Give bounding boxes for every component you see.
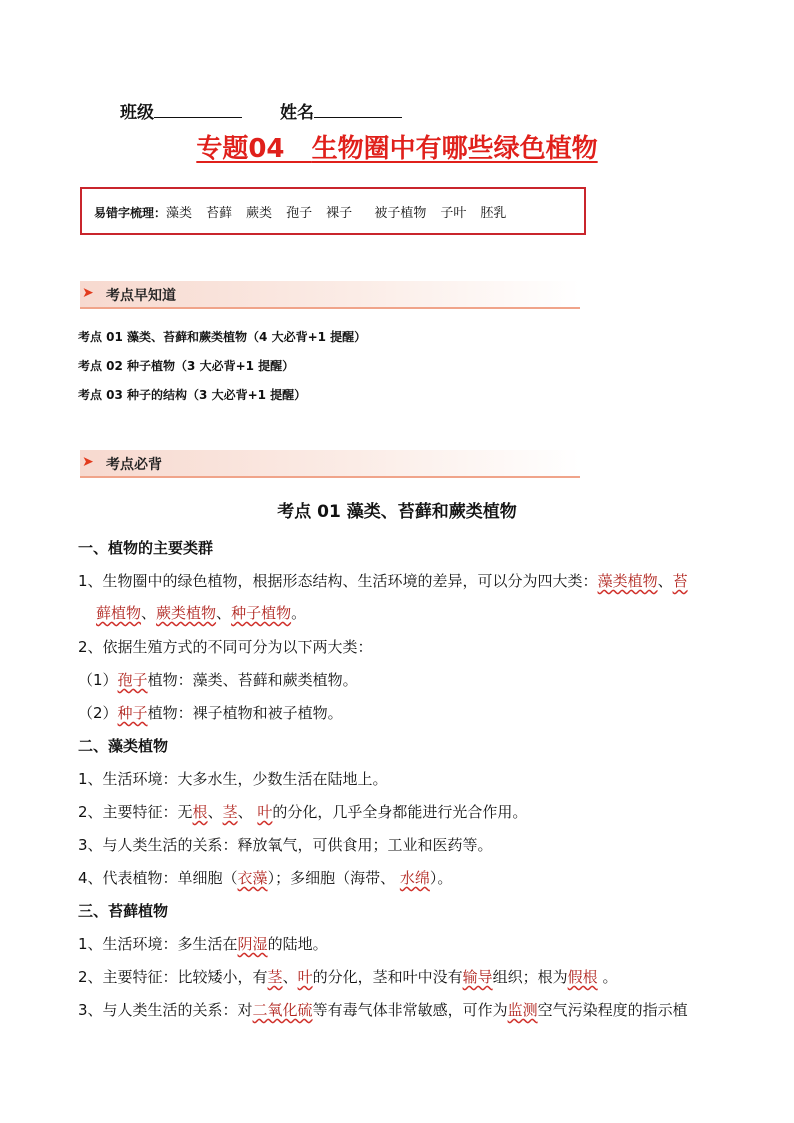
error-item: 孢子 (286, 206, 313, 221)
paragraph-line: （2）种子植物：裸子植物和被子植物。 (78, 704, 343, 722)
error-prone-box (80, 187, 586, 235)
paragraph-line: （1）孢子植物：藻类、苔藓和蕨类植物。 (78, 671, 358, 689)
title-main: 生物圈中有哪些绿色植物 (311, 134, 598, 164)
paragraph-line: 2、主要特征：比较矮小，有茎、叶的分化，茎和叶中没有输导组织；根为假根 。 (78, 968, 618, 986)
paragraph-line: 3、与人类生活的关系：对二氧化硫等有毒气体非常敏感，可作为监测空气污染程度的指示植 (78, 1001, 688, 1019)
paragraph-line: 藓植物、蕨类植物、种子植物。 (96, 604, 307, 622)
error-item: 蕨类 (246, 206, 273, 221)
subheading: 三、苔藓植物 (78, 902, 169, 920)
error-item: 苔藓 (206, 206, 233, 221)
name-label: 姓名 (280, 103, 314, 123)
paragraph-line: 3、与人类生活的关系：释放氧气，可供食用；工业和医药等。 (78, 836, 493, 854)
error-item: 胚乳 (480, 206, 507, 221)
subheading: 二、藻类植物 (78, 737, 169, 755)
title-prefix: 专题04 (196, 134, 285, 164)
paragraph-line: 1、生活环境：大多水生，少数生活在陆地上。 (78, 770, 388, 788)
paragraph-line: 4、代表植物：单细胞（衣藻）；多细胞（海带、 水绵）。 (78, 869, 453, 887)
overview-item: 考点 01 藻类、苔藓和蕨类植物（4 大必背+1 提醒） (78, 330, 367, 344)
class-name-line (120, 98, 402, 123)
overview-item: 考点 02 种子植物（3 大必背+1 提醒） (78, 359, 295, 373)
arrow-icon: ➤ (82, 285, 94, 301)
name-blank[interactable] (314, 102, 402, 118)
error-prone-label: 易错字梳理： (94, 206, 167, 220)
error-item: 藻类 (166, 206, 193, 221)
page-title (0, 128, 794, 165)
section-heading: 考点必背 (106, 457, 162, 473)
paragraph-line: 2、主要特征：无根、茎、 叶的分化，几乎全身都能进行光合作用。 (78, 803, 528, 821)
paragraph-line: 1、生物圈中的绿色植物，根据形态结构、生活环境的差异，可以分为四大类：藻类植物、苔 (78, 572, 688, 590)
topic-heading: 考点 01 藻类、苔藓和蕨类植物 (277, 502, 517, 522)
section-header-must-memorize (80, 450, 580, 478)
error-item: 被子植物 (374, 206, 427, 221)
subheading: 一、植物的主要类群 (78, 539, 214, 557)
error-item: 裸子 (326, 206, 353, 221)
section-heading: 考点早知道 (106, 288, 176, 304)
error-item: 子叶 (440, 206, 467, 221)
arrow-icon: ➤ (82, 454, 94, 470)
class-label: 班级 (120, 103, 154, 123)
overview-item: 考点 03 种子的结构（3 大必背+1 提醒） (78, 388, 307, 402)
class-blank[interactable] (154, 102, 242, 118)
paragraph-line: 1、生活环境：多生活在阴湿的陆地。 (78, 935, 328, 953)
paragraph-line: 2、依据生殖方式的不同可分为以下两大类： (78, 638, 373, 656)
section-header-overview (80, 281, 580, 309)
